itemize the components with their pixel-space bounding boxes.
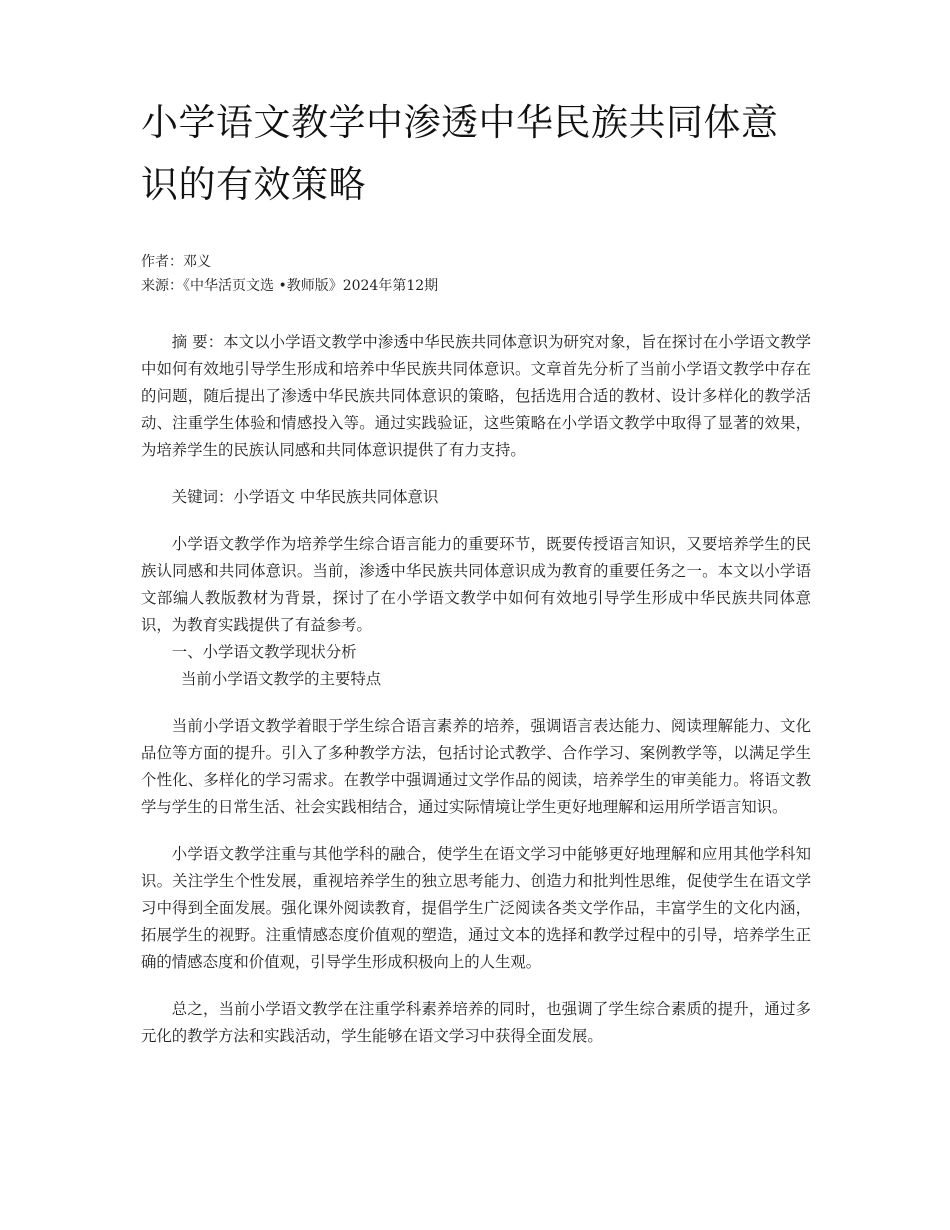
subsection-heading: 当前小学语文教学的主要特点 [181,670,382,688]
intro-paragraph: 小学语文教学作为培养学生综合语言能力的重要环节，既要传授语言知识，又要培养学生的民族认同感和共同体意识。当前，渗透中华民族共同体意识成为教育的重要任务之一。本文以小学语文部编人教版教材为背景，探讨了在小学语文教学中如何有效地引导学生形成中华民族共同体意识，为教育实践提供了有益参考。 [141,535,811,634]
document-page [141,92,811,1050]
keywords-line: 关键词：小学语文 中华民族共同体意识 [171,488,439,506]
body-paragraph: 小学语文教学注重与其他学科的融合，使学生在语文学习中能够更好地理解和应用其他学科知识。关注学生个性发展，重视培养学生的独立思考能力、创造力和批判性思维，促使学生在语文学习中得到全面发展。强化课外阅读教育，提倡学生广泛阅读各类文学作品，丰富学生的文化内涵，拓展学生的视野。注重情感态度价值观的塑造，通过文本的选择和教学过程中的引导，培养学生正确的情感态度和价值观，引导学生形成积极向上的人生观。 [141,845,811,971]
article-meta [141,250,811,298]
body-paragraph: 总之，当前小学语文教学在注重学科素养培养的同时，也强调了学生综合素质的提升，通过多元化的教学方法和实践活动，学生能够在语文学习中获得全面发展。 [141,1000,811,1045]
abstract-paragraph: 摘 要：本文以小学语文教学中渗透中华民族共同体意识为研究对象，旨在探讨在小学语文教学中如何有效地引导学生形成和培养中华民族共同体意识。文章首先分析了当前小学语文教学中存在的问题，随后提出了渗透中华民族共同体意识的策略，包括选用合适的教材、设计多样化的教学活动、注重学生体验和情感投入等。通过实践验证，这些策略在小学语文教学中取得了显著的效果，为培养学生的民族认同感和共同体意识提供了有力支持。 [141,333,811,459]
author-line: 作者：邓义 [141,254,211,270]
article-title: 小学语文教学中渗透中华民族共同体意识的有效策略 [141,101,779,206]
body-paragraph: 当前小学语文教学着眼于学生综合语言素养的培养，强调语言表达能力、阅读理解能力、文化品位等方面的提升。引入了多种教学方法，包括讨论式教学、合作学习、案例教学等，以满足学生个性化、多样化的学习需求。在教学中强调通过文学作品的阅读，培养学生的审美能力。将语文教学与学生的日常生活、社会实践相结合，通过实际情境让学生更好地理解和运用所学语言知识。 [141,717,811,816]
section-heading: 一、小学语文教学现状分析 [171,643,357,661]
article-body [141,329,811,1050]
source-line: 来源：《中华活页文选 •教师版》2024年第12期 [141,278,439,294]
